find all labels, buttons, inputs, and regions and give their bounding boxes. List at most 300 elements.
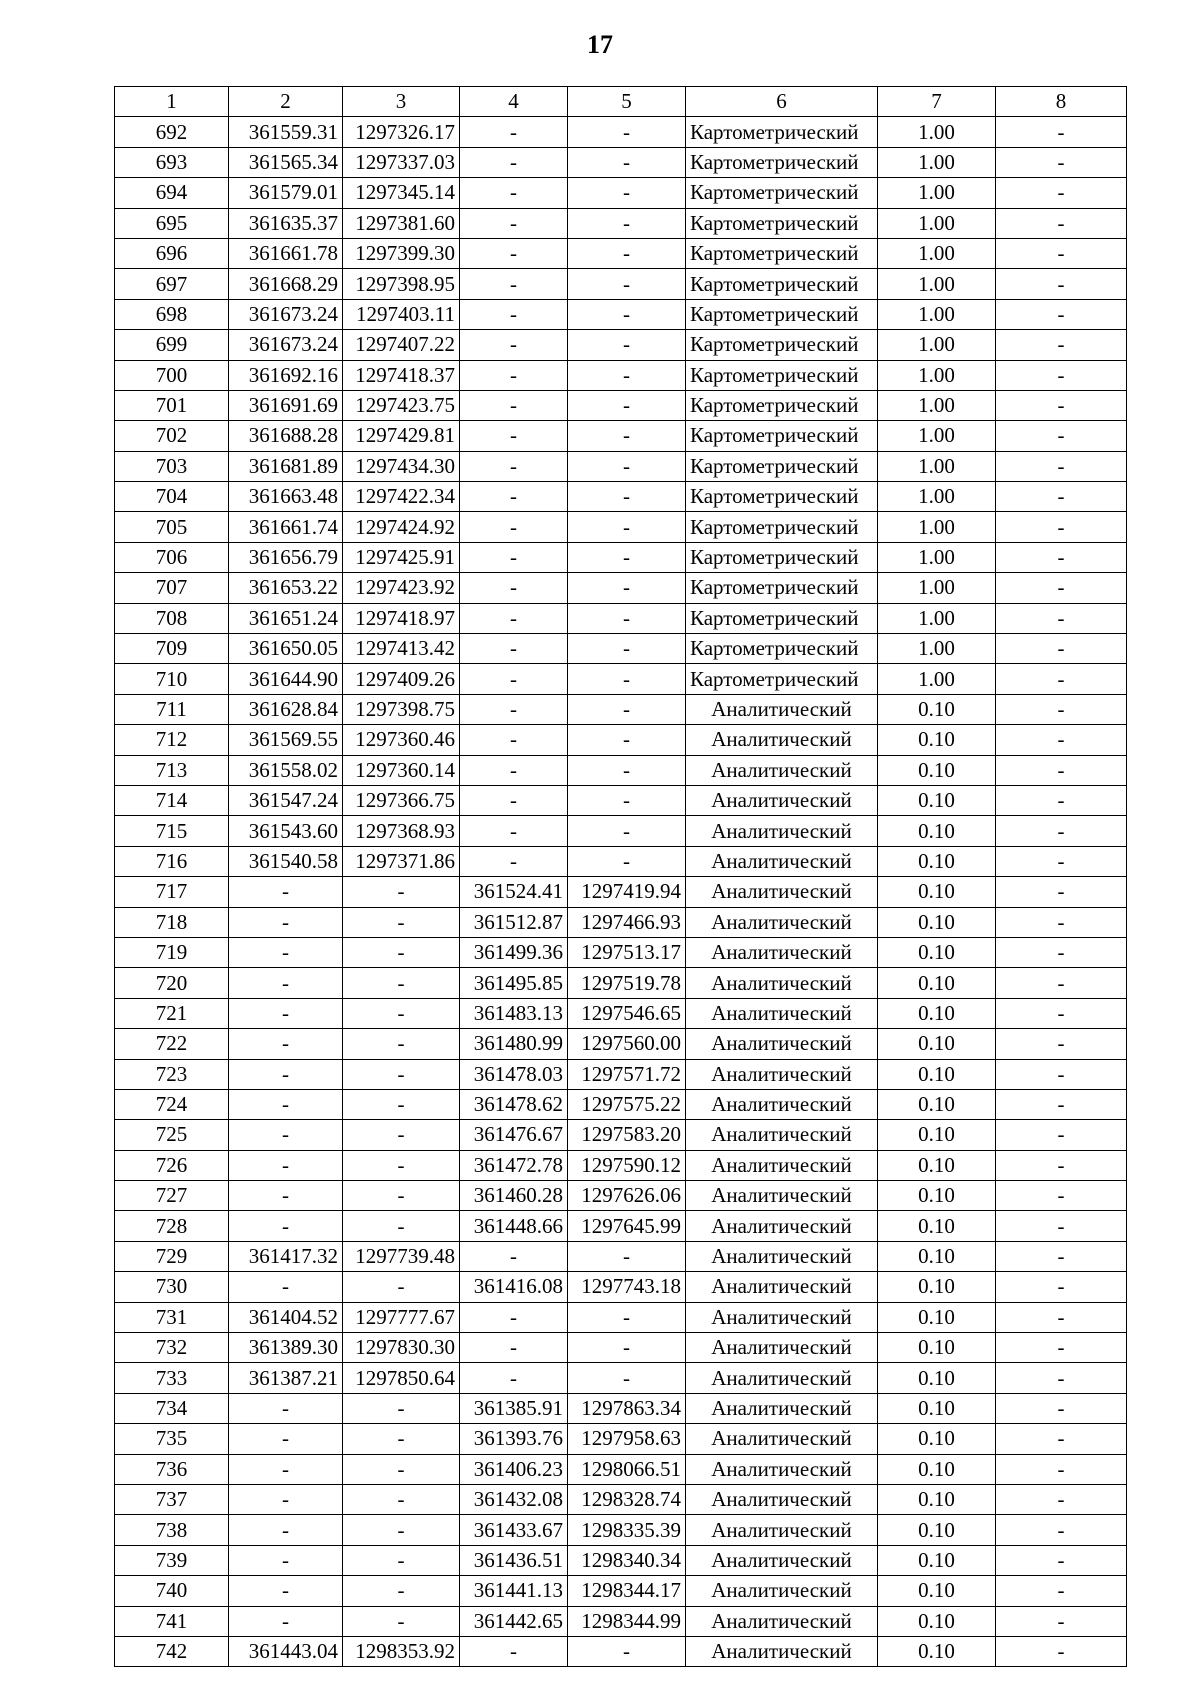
cell-y-coordinate-alt: - <box>568 178 686 208</box>
cell-y-coordinate-alt: 1297571.72 <box>568 1059 686 1089</box>
cell-x-coordinate-alt: - <box>460 178 568 208</box>
cell-point-number: 716 <box>115 846 229 876</box>
cell-method: Аналитический <box>686 725 878 755</box>
cell-accuracy: 1.00 <box>878 664 996 694</box>
cell-method: Аналитический <box>686 755 878 785</box>
cell-point-number: 742 <box>115 1636 229 1666</box>
cell-point-number: 701 <box>115 390 229 420</box>
cell-method: Аналитический <box>686 1241 878 1271</box>
cell-description: - <box>996 117 1127 147</box>
cell-x-coordinate: 361691.69 <box>229 390 343 420</box>
cell-y-coordinate-alt: - <box>568 1636 686 1666</box>
cell-description: - <box>996 1424 1127 1454</box>
cell-y-coordinate-alt: 1298066.51 <box>568 1454 686 1484</box>
cell-accuracy: 0.10 <box>878 1089 996 1119</box>
cell-accuracy: 0.10 <box>878 1181 996 1211</box>
cell-point-number: 703 <box>115 451 229 481</box>
cell-description: - <box>996 1150 1127 1180</box>
table-row <box>115 1211 1127 1241</box>
cell-description: - <box>996 725 1127 755</box>
table-row <box>115 178 1127 208</box>
cell-x-coordinate: 361387.21 <box>229 1363 343 1393</box>
table-row <box>115 1272 1127 1302</box>
cell-x-coordinate-alt: - <box>460 299 568 329</box>
header-row <box>115 87 1127 117</box>
cell-x-coordinate: - <box>229 1606 343 1636</box>
column-header-3: 3 <box>343 87 460 117</box>
cell-method: Аналитический <box>686 1636 878 1666</box>
cell-method: Аналитический <box>686 1089 878 1119</box>
cell-point-number: 694 <box>115 178 229 208</box>
cell-x-coordinate-alt: - <box>460 785 568 815</box>
cell-accuracy: 0.10 <box>878 1241 996 1271</box>
cell-y-coordinate: - <box>343 1515 460 1545</box>
cell-x-coordinate-alt: - <box>460 117 568 147</box>
cell-y-coordinate-alt: 1297743.18 <box>568 1272 686 1302</box>
table-row <box>115 755 1127 785</box>
table-row <box>115 390 1127 420</box>
table-body <box>115 117 1127 1667</box>
cell-x-coordinate: - <box>229 1181 343 1211</box>
cell-method: Аналитический <box>686 1393 878 1423</box>
cell-y-coordinate: 1297368.93 <box>343 816 460 846</box>
cell-x-coordinate: - <box>229 1484 343 1514</box>
cell-point-number: 737 <box>115 1484 229 1514</box>
cell-accuracy: 0.10 <box>878 1545 996 1575</box>
cell-accuracy: 1.00 <box>878 147 996 177</box>
cell-description: - <box>996 1393 1127 1423</box>
cell-x-coordinate-alt: - <box>460 634 568 664</box>
cell-x-coordinate: 361565.34 <box>229 147 343 177</box>
cell-accuracy: 0.10 <box>878 1484 996 1514</box>
cell-x-coordinate-alt: - <box>460 208 568 238</box>
table-row <box>115 634 1127 664</box>
table-row <box>115 1363 1127 1393</box>
cell-y-coordinate: 1297429.81 <box>343 421 460 451</box>
cell-point-number: 741 <box>115 1606 229 1636</box>
cell-accuracy: 0.10 <box>878 1211 996 1241</box>
cell-method: Аналитический <box>686 1181 878 1211</box>
coordinates-table <box>114 86 1127 1667</box>
cell-accuracy: 0.10 <box>878 1059 996 1089</box>
cell-description: - <box>996 846 1127 876</box>
cell-description: - <box>996 1029 1127 1059</box>
cell-method: Картометрический <box>686 299 878 329</box>
cell-method: Аналитический <box>686 816 878 846</box>
cell-x-coordinate: - <box>229 1393 343 1423</box>
cell-y-coordinate: - <box>343 1181 460 1211</box>
cell-method: Аналитический <box>686 937 878 967</box>
cell-x-coordinate: 361389.30 <box>229 1333 343 1363</box>
column-header-5: 5 <box>568 87 686 117</box>
cell-accuracy: 1.00 <box>878 360 996 390</box>
cell-method: Картометрический <box>686 269 878 299</box>
cell-x-coordinate-alt: - <box>460 390 568 420</box>
cell-y-coordinate: 1297422.34 <box>343 482 460 512</box>
cell-y-coordinate-alt: - <box>568 330 686 360</box>
cell-x-coordinate: - <box>229 937 343 967</box>
cell-description: - <box>996 542 1127 572</box>
cell-accuracy: 1.00 <box>878 390 996 420</box>
cell-x-coordinate-alt: 361480.99 <box>460 1029 568 1059</box>
cell-method: Картометрический <box>686 117 878 147</box>
cell-method: Аналитический <box>686 1484 878 1514</box>
cell-y-coordinate-alt: - <box>568 785 686 815</box>
table-row <box>115 725 1127 755</box>
table-row <box>115 846 1127 876</box>
cell-y-coordinate: 1297345.14 <box>343 178 460 208</box>
cell-x-coordinate-alt: 361442.65 <box>460 1606 568 1636</box>
cell-point-number: 724 <box>115 1089 229 1119</box>
cell-accuracy: 0.10 <box>878 1515 996 1545</box>
cell-description: - <box>996 755 1127 785</box>
table-row <box>115 1120 1127 1150</box>
cell-method: Аналитический <box>686 1606 878 1636</box>
table-row <box>115 360 1127 390</box>
cell-y-coordinate-alt: - <box>568 117 686 147</box>
page-number: 17 <box>587 30 613 59</box>
table-row <box>115 1029 1127 1059</box>
cell-accuracy: 1.00 <box>878 573 996 603</box>
cell-y-coordinate: - <box>343 1606 460 1636</box>
cell-point-number: 718 <box>115 907 229 937</box>
cell-point-number: 705 <box>115 512 229 542</box>
cell-point-number: 707 <box>115 573 229 603</box>
cell-accuracy: 0.10 <box>878 846 996 876</box>
cell-method: Аналитический <box>686 1120 878 1150</box>
cell-y-coordinate: 1297409.26 <box>343 664 460 694</box>
cell-x-coordinate-alt: - <box>460 421 568 451</box>
cell-point-number: 725 <box>115 1120 229 1150</box>
cell-method: Аналитический <box>686 998 878 1028</box>
cell-x-coordinate: 361579.01 <box>229 178 343 208</box>
column-header-6: 6 <box>686 87 878 117</box>
cell-accuracy: 0.10 <box>878 1272 996 1302</box>
cell-description: - <box>996 208 1127 238</box>
cell-y-coordinate-alt: 1297863.34 <box>568 1393 686 1423</box>
cell-point-number: 698 <box>115 299 229 329</box>
cell-y-coordinate-alt: 1298340.34 <box>568 1545 686 1575</box>
cell-x-coordinate: - <box>229 968 343 998</box>
cell-x-coordinate-alt: - <box>460 1636 568 1666</box>
cell-y-coordinate: - <box>343 1211 460 1241</box>
cell-x-coordinate: 361650.05 <box>229 634 343 664</box>
cell-y-coordinate-alt: 1298344.17 <box>568 1576 686 1606</box>
table-row <box>115 664 1127 694</box>
table-row <box>115 1454 1127 1484</box>
cell-y-coordinate-alt: - <box>568 299 686 329</box>
cell-y-coordinate-alt: 1297590.12 <box>568 1150 686 1180</box>
table-row <box>115 238 1127 268</box>
table-row <box>115 1606 1127 1636</box>
cell-x-coordinate-alt: 361448.66 <box>460 1211 568 1241</box>
cell-x-coordinate-alt: - <box>460 360 568 390</box>
table-row <box>115 1393 1127 1423</box>
cell-y-coordinate: 1297777.67 <box>343 1302 460 1332</box>
cell-point-number: 722 <box>115 1029 229 1059</box>
cell-method: Картометрический <box>686 147 878 177</box>
cell-point-number: 715 <box>115 816 229 846</box>
cell-x-coordinate-alt: - <box>460 603 568 633</box>
cell-y-coordinate-alt: - <box>568 482 686 512</box>
cell-point-number: 726 <box>115 1150 229 1180</box>
table-row <box>115 147 1127 177</box>
cell-y-coordinate: - <box>343 1545 460 1575</box>
cell-description: - <box>996 877 1127 907</box>
cell-method: Картометрический <box>686 421 878 451</box>
cell-x-coordinate-alt: - <box>460 1302 568 1332</box>
cell-y-coordinate: 1297413.42 <box>343 634 460 664</box>
cell-x-coordinate-alt: - <box>460 725 568 755</box>
cell-point-number: 719 <box>115 937 229 967</box>
cell-description: - <box>996 269 1127 299</box>
cell-y-coordinate-alt: 1297466.93 <box>568 907 686 937</box>
cell-y-coordinate: - <box>343 1576 460 1606</box>
cell-accuracy: 0.10 <box>878 1150 996 1180</box>
cell-description: - <box>996 1059 1127 1089</box>
cell-point-number: 738 <box>115 1515 229 1545</box>
cell-x-coordinate-alt: - <box>460 694 568 724</box>
cell-x-coordinate: 361558.02 <box>229 755 343 785</box>
cell-accuracy: 0.10 <box>878 1363 996 1393</box>
cell-accuracy: 0.10 <box>878 968 996 998</box>
table-row <box>115 1545 1127 1575</box>
cell-description: - <box>996 1302 1127 1332</box>
cell-description: - <box>996 390 1127 420</box>
cell-y-coordinate-alt: 1298344.99 <box>568 1606 686 1636</box>
cell-x-coordinate: - <box>229 877 343 907</box>
cell-method: Картометрический <box>686 542 878 572</box>
cell-x-coordinate-alt: - <box>460 482 568 512</box>
cell-y-coordinate: 1297360.14 <box>343 755 460 785</box>
cell-description: - <box>996 238 1127 268</box>
table-row <box>115 907 1127 937</box>
cell-description: - <box>996 1515 1127 1545</box>
cell-x-coordinate: 361653.22 <box>229 573 343 603</box>
cell-x-coordinate: 361628.84 <box>229 694 343 724</box>
cell-x-coordinate: - <box>229 1089 343 1119</box>
table-row <box>115 542 1127 572</box>
cell-description: - <box>996 1636 1127 1666</box>
table-row <box>115 877 1127 907</box>
cell-y-coordinate-alt: - <box>568 634 686 664</box>
cell-x-coordinate-alt: 361495.85 <box>460 968 568 998</box>
cell-y-coordinate: 1297360.46 <box>343 725 460 755</box>
cell-accuracy: 0.10 <box>878 1333 996 1363</box>
table-row <box>115 1181 1127 1211</box>
cell-x-coordinate: 361668.29 <box>229 269 343 299</box>
cell-y-coordinate: - <box>343 968 460 998</box>
cell-y-coordinate: - <box>343 1393 460 1423</box>
cell-method: Картометрический <box>686 360 878 390</box>
cell-description: - <box>996 1333 1127 1363</box>
cell-accuracy: 0.10 <box>878 877 996 907</box>
cell-y-coordinate-alt: - <box>568 360 686 390</box>
table-row <box>115 512 1127 542</box>
cell-y-coordinate: - <box>343 1272 460 1302</box>
cell-y-coordinate-alt: - <box>568 1302 686 1332</box>
table-row <box>115 785 1127 815</box>
cell-method: Аналитический <box>686 1150 878 1180</box>
cell-y-coordinate: - <box>343 1454 460 1484</box>
cell-method: Аналитический <box>686 1059 878 1089</box>
cell-accuracy: 1.00 <box>878 178 996 208</box>
cell-y-coordinate: - <box>343 1120 460 1150</box>
cell-x-coordinate: 361692.16 <box>229 360 343 390</box>
cell-x-coordinate-alt: 361478.03 <box>460 1059 568 1089</box>
cell-y-coordinate-alt: - <box>568 573 686 603</box>
cell-point-number: 695 <box>115 208 229 238</box>
cell-x-coordinate: - <box>229 1272 343 1302</box>
cell-y-coordinate: 1297337.03 <box>343 147 460 177</box>
column-header-1: 1 <box>115 87 229 117</box>
cell-accuracy: 1.00 <box>878 512 996 542</box>
cell-description: - <box>996 512 1127 542</box>
cell-description: - <box>996 694 1127 724</box>
cell-x-coordinate-alt: - <box>460 1363 568 1393</box>
cell-point-number: 693 <box>115 147 229 177</box>
cell-y-coordinate: 1297403.11 <box>343 299 460 329</box>
table-row <box>115 1302 1127 1332</box>
cell-y-coordinate: 1297398.75 <box>343 694 460 724</box>
cell-y-coordinate-alt: - <box>568 238 686 268</box>
cell-method: Аналитический <box>686 907 878 937</box>
table-row <box>115 1089 1127 1119</box>
cell-description: - <box>996 1484 1127 1514</box>
cell-y-coordinate-alt: 1297560.00 <box>568 1029 686 1059</box>
table-row <box>115 451 1127 481</box>
cell-x-coordinate-alt: 361433.67 <box>460 1515 568 1545</box>
cell-description: - <box>996 603 1127 633</box>
cell-x-coordinate: 361404.52 <box>229 1302 343 1332</box>
cell-method: Аналитический <box>686 694 878 724</box>
cell-y-coordinate-alt: - <box>568 390 686 420</box>
cell-y-coordinate: 1297418.37 <box>343 360 460 390</box>
cell-method: Аналитический <box>686 846 878 876</box>
cell-description: - <box>996 1211 1127 1241</box>
cell-point-number: 728 <box>115 1211 229 1241</box>
cell-y-coordinate: 1297830.30 <box>343 1333 460 1363</box>
cell-y-coordinate: - <box>343 1484 460 1514</box>
cell-description: - <box>996 573 1127 603</box>
table-row <box>115 1636 1127 1666</box>
cell-x-coordinate-alt: - <box>460 542 568 572</box>
cell-y-coordinate: - <box>343 1089 460 1119</box>
cell-method: Аналитический <box>686 1029 878 1059</box>
cell-accuracy: 1.00 <box>878 330 996 360</box>
cell-x-coordinate: - <box>229 1059 343 1089</box>
cell-y-coordinate-alt: - <box>568 603 686 633</box>
cell-accuracy: 0.10 <box>878 998 996 1028</box>
cell-accuracy: 1.00 <box>878 208 996 238</box>
cell-accuracy: 1.00 <box>878 117 996 147</box>
cell-point-number: 704 <box>115 482 229 512</box>
cell-y-coordinate-alt: 1297575.22 <box>568 1089 686 1119</box>
cell-method: Аналитический <box>686 877 878 907</box>
cell-y-coordinate-alt: - <box>568 421 686 451</box>
cell-method: Аналитический <box>686 1515 878 1545</box>
cell-point-number: 700 <box>115 360 229 390</box>
cell-y-coordinate: 1297850.64 <box>343 1363 460 1393</box>
cell-method: Картометрический <box>686 482 878 512</box>
cell-y-coordinate-alt: - <box>568 542 686 572</box>
cell-description: - <box>996 178 1127 208</box>
cell-y-coordinate-alt: - <box>568 1363 686 1393</box>
cell-method: Аналитический <box>686 968 878 998</box>
cell-description: - <box>996 785 1127 815</box>
cell-point-number: 713 <box>115 755 229 785</box>
table-row <box>115 816 1127 846</box>
cell-x-coordinate: 361663.48 <box>229 482 343 512</box>
cell-accuracy: 1.00 <box>878 238 996 268</box>
cell-accuracy: 1.00 <box>878 482 996 512</box>
cell-x-coordinate: 361644.90 <box>229 664 343 694</box>
cell-x-coordinate: 361543.60 <box>229 816 343 846</box>
cell-method: Аналитический <box>686 1302 878 1332</box>
cell-x-coordinate: - <box>229 1545 343 1575</box>
cell-y-coordinate: 1297371.86 <box>343 846 460 876</box>
cell-x-coordinate: - <box>229 1515 343 1545</box>
table-row <box>115 117 1127 147</box>
cell-description: - <box>996 1363 1127 1393</box>
cell-method: Картометрический <box>686 603 878 633</box>
cell-accuracy: 0.10 <box>878 1120 996 1150</box>
cell-accuracy: 1.00 <box>878 451 996 481</box>
cell-y-coordinate-alt: 1297958.63 <box>568 1424 686 1454</box>
cell-y-coordinate-alt: - <box>568 664 686 694</box>
cell-y-coordinate-alt: 1298328.74 <box>568 1484 686 1514</box>
cell-x-coordinate-alt: - <box>460 1241 568 1271</box>
cell-method: Аналитический <box>686 785 878 815</box>
cell-point-number: 736 <box>115 1454 229 1484</box>
cell-x-coordinate: 361661.74 <box>229 512 343 542</box>
cell-x-coordinate-alt: - <box>460 269 568 299</box>
cell-x-coordinate-alt: - <box>460 330 568 360</box>
cell-description: - <box>996 1272 1127 1302</box>
cell-accuracy: 0.10 <box>878 1606 996 1636</box>
cell-point-number: 729 <box>115 1241 229 1271</box>
cell-x-coordinate-alt: - <box>460 451 568 481</box>
cell-x-coordinate-alt: - <box>460 846 568 876</box>
cell-accuracy: 0.10 <box>878 1424 996 1454</box>
cell-x-coordinate: 361635.37 <box>229 208 343 238</box>
cell-method: Картометрический <box>686 178 878 208</box>
table-row <box>115 968 1127 998</box>
cell-x-coordinate: 361569.55 <box>229 725 343 755</box>
cell-description: - <box>996 998 1127 1028</box>
cell-y-coordinate-alt: 1297645.99 <box>568 1211 686 1241</box>
table-row <box>115 421 1127 451</box>
cell-y-coordinate: 1297423.92 <box>343 573 460 603</box>
cell-x-coordinate-alt: 361406.23 <box>460 1454 568 1484</box>
cell-accuracy: 0.10 <box>878 816 996 846</box>
cell-x-coordinate: - <box>229 998 343 1028</box>
cell-point-number: 702 <box>115 421 229 451</box>
cell-x-coordinate-alt: 361472.78 <box>460 1150 568 1180</box>
cell-accuracy: 0.10 <box>878 755 996 785</box>
table-row <box>115 1576 1127 1606</box>
cell-description: - <box>996 1241 1127 1271</box>
cell-y-coordinate: 1298353.92 <box>343 1636 460 1666</box>
cell-y-coordinate: - <box>343 877 460 907</box>
cell-description: - <box>996 937 1127 967</box>
cell-x-coordinate: 361540.58 <box>229 846 343 876</box>
cell-x-coordinate-alt: 361476.67 <box>460 1120 568 1150</box>
cell-y-coordinate: 1297326.17 <box>343 117 460 147</box>
cell-point-number: 699 <box>115 330 229 360</box>
cell-y-coordinate: 1297425.91 <box>343 542 460 572</box>
cell-point-number: 733 <box>115 1363 229 1393</box>
